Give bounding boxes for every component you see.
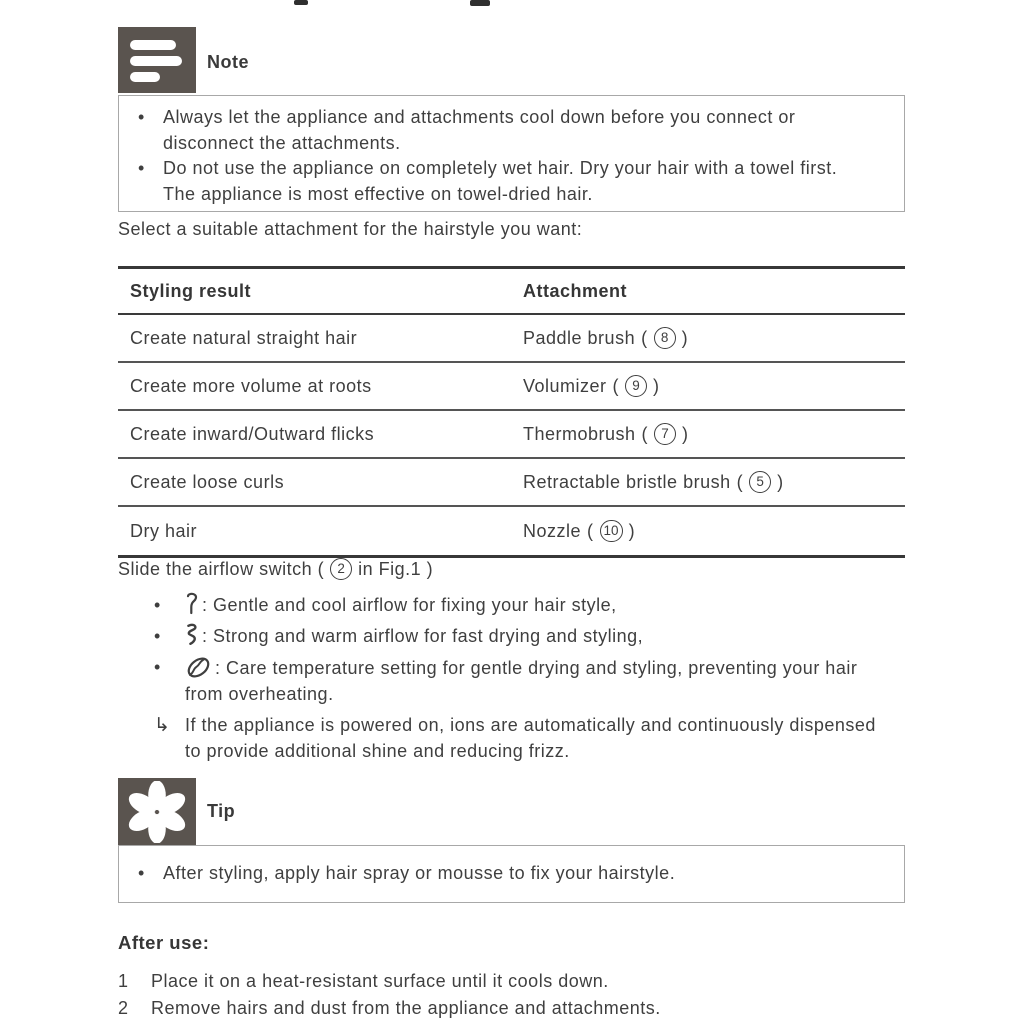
bullet-icon: • xyxy=(154,657,161,677)
attachment-cell xyxy=(523,471,905,493)
airflow-setting-text: : Strong and warm airflow for fast drying and styling, xyxy=(202,626,644,646)
after-use-section xyxy=(118,932,905,1022)
warm-airflow-icon xyxy=(185,623,199,647)
airflow-setting-text: : Gentle and cool airflow for fixing your hair style, xyxy=(202,595,617,615)
attachment-cell xyxy=(523,327,905,349)
attachment-intro-text: Select a suitable attachment for the hairstyle you want: xyxy=(118,219,583,239)
attachment-name: Paddle brush xyxy=(523,327,636,348)
bullet-icon: • xyxy=(138,863,145,884)
airflow-setting-item xyxy=(118,654,908,707)
airflow-setting-item xyxy=(118,623,908,649)
airflow-setting xyxy=(185,623,885,649)
note-bullet-text: Always let the appliance and attachments cool down before you connect or disconnect the attachments. xyxy=(163,107,796,153)
styling-result-cell: Create inward/Outward flicks xyxy=(130,423,375,444)
cool-airflow-icon xyxy=(185,592,199,616)
table-row xyxy=(118,411,905,459)
styling-result-cell: Create more volume at roots xyxy=(130,375,372,396)
paren-close: ) xyxy=(628,520,636,541)
note-lines-icon xyxy=(118,27,196,93)
paren-open: ( xyxy=(641,327,648,348)
part-ref-number: 5 xyxy=(749,471,771,493)
table-row xyxy=(118,459,905,507)
bullet-icon: • xyxy=(138,107,145,127)
note-bullet xyxy=(119,105,890,156)
table-row xyxy=(118,363,905,411)
paren-close: ) xyxy=(681,327,689,348)
attachment-table xyxy=(118,266,905,558)
table-row xyxy=(118,507,905,555)
part-ref-number: 2 xyxy=(330,558,352,580)
airflow-setting xyxy=(185,654,885,707)
attachment-cell xyxy=(523,520,905,542)
bullet-icon: • xyxy=(154,595,161,615)
care-temperature-icon xyxy=(185,654,212,681)
table-row xyxy=(118,315,905,363)
styling-result-cell: Create natural straight hair xyxy=(130,327,358,348)
paren-open: ( xyxy=(587,520,594,541)
column-header-styling-result: Styling result xyxy=(130,280,252,301)
attachment-name: Retractable bristle brush xyxy=(523,471,731,492)
cropped-text-remnant xyxy=(470,0,490,6)
note-heading: Note xyxy=(207,52,249,72)
paren-close: ) xyxy=(682,423,689,444)
after-use-step xyxy=(118,968,905,995)
step-number: 2 xyxy=(118,998,129,1018)
note-box xyxy=(118,95,905,212)
step-text: Remove hairs and dust from the appliance and attachments. xyxy=(151,998,661,1018)
attachment-cell xyxy=(523,423,905,445)
step-number: 1 xyxy=(118,971,129,991)
paren-open: ( xyxy=(612,375,620,396)
styling-result-cell: Dry hair xyxy=(130,520,198,541)
part-ref-number: 7 xyxy=(654,423,676,445)
after-use-heading: After use: xyxy=(118,932,210,953)
table-header-row xyxy=(118,269,905,315)
return-arrow-icon: ↳ xyxy=(154,714,171,736)
cropped-text-remnant xyxy=(294,0,308,5)
part-ref-number: 9 xyxy=(625,375,647,397)
tip-box xyxy=(118,845,905,903)
paren-open: ( xyxy=(736,471,744,492)
note-bullet xyxy=(119,156,890,207)
tip-heading: Tip xyxy=(207,801,236,821)
airflow-intro-prefix: Slide the airflow switch ( xyxy=(118,558,325,579)
airflow-setting xyxy=(185,592,885,618)
paren-open: ( xyxy=(641,423,649,444)
tip-bullet xyxy=(119,861,890,887)
attachment-name: Volumizer xyxy=(523,375,607,396)
column-header-attachment: Attachment xyxy=(523,280,628,301)
after-use-step xyxy=(118,995,905,1022)
airflow-switch-intro xyxy=(118,558,433,580)
tip-flower-icon xyxy=(118,778,196,845)
tip-bullet-text: After styling, apply hair spray or mousse to fix your hairstyle. xyxy=(163,863,676,884)
ion-note-text: If the appliance is powered on, ions are automatically and continuously dispensed to provide additional shine and reducing frizz. xyxy=(185,715,876,761)
ion-function-note xyxy=(118,712,908,764)
styling-result-cell: Create loose curls xyxy=(130,471,285,492)
step-text: Place it on a heat-resistant surface until it cools down. xyxy=(151,971,609,991)
airflow-intro-suffix: in Fig.1 ) xyxy=(358,558,434,579)
attachment-name: Thermobrush xyxy=(523,423,636,444)
note-bullet-text: Do not use the appliance on completely wet hair. Dry your hair with a towel first. The appliance is most effective on towel-dried hair. xyxy=(163,158,838,204)
paren-close: ) xyxy=(653,375,660,396)
airflow-setting-text: : Care temperature setting for gentle drying and styling, preventing your hair from overheating. xyxy=(185,658,858,704)
part-ref-number: 8 xyxy=(654,327,676,349)
attachment-cell xyxy=(523,375,905,397)
attachment-name: Nozzle xyxy=(523,520,582,541)
bullet-icon: • xyxy=(154,626,161,646)
airflow-setting-item xyxy=(118,592,908,618)
airflow-settings-list xyxy=(118,592,908,769)
bullet-icon: • xyxy=(138,158,145,178)
paren-close: ) xyxy=(777,471,784,492)
part-ref-number: 10 xyxy=(600,520,623,542)
